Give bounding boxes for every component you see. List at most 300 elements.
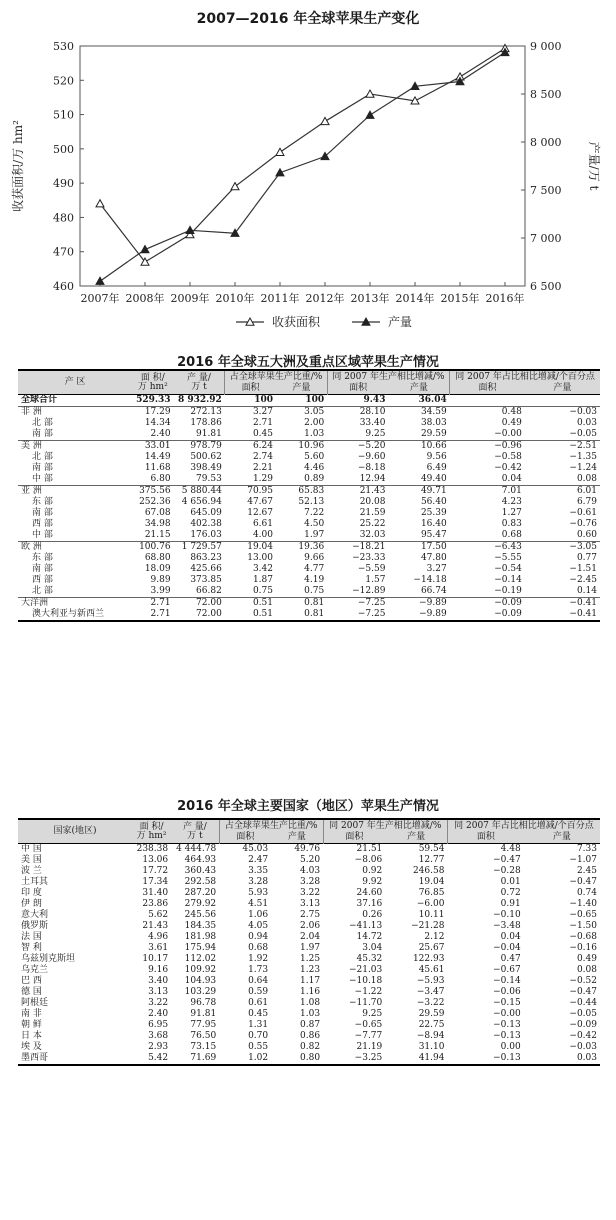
table-row xyxy=(18,564,600,575)
row-value: 0.49 xyxy=(576,954,597,964)
row-value: −5.20 xyxy=(327,441,388,453)
row-value: 95.47 xyxy=(420,530,447,540)
row-value: 5 880.44 xyxy=(174,486,225,498)
series-line-2 xyxy=(100,52,505,281)
row-value: 122.93 xyxy=(412,954,445,964)
row-value: 73.15 xyxy=(190,1042,217,1052)
row-value: −0.14 xyxy=(493,976,521,986)
row-value: 10.17 xyxy=(142,954,169,964)
row-value: 13.06 xyxy=(142,855,169,865)
row-value: −1.24 xyxy=(569,463,597,473)
row-value: 0.47 xyxy=(500,954,521,964)
row-value: −0.76 xyxy=(569,519,597,529)
row-value: −0.06 xyxy=(493,987,521,997)
row-value: −0.00 xyxy=(493,1009,521,1019)
row-value: 21.19 xyxy=(356,1042,383,1052)
row-value: 0.92 xyxy=(362,866,383,876)
row-value: 0.04 xyxy=(501,474,522,484)
row-value: 38.03 xyxy=(420,418,447,428)
row-value: 32.03 xyxy=(359,530,386,540)
left-tick-label: 490 xyxy=(53,177,74,191)
row-value xyxy=(525,395,600,407)
row-value: −2.51 xyxy=(525,441,600,453)
row-value: −3.25 xyxy=(354,1053,383,1063)
row-value: −0.09 xyxy=(450,598,525,610)
row-value: −7.25 xyxy=(357,609,386,619)
row-value: −0.19 xyxy=(494,586,522,596)
row-value: 70.95 xyxy=(225,486,276,498)
x-tick-label: 2008年 xyxy=(125,292,165,305)
row-value: 72.00 xyxy=(174,598,225,610)
row-name: 伊 朗 xyxy=(21,899,42,909)
row-value: 18.09 xyxy=(144,564,171,574)
row-value: 292.58 xyxy=(184,877,217,887)
header-output-line2: 万 t xyxy=(191,381,207,392)
left-tick-label: 480 xyxy=(53,211,74,225)
row-value: 19.04 xyxy=(225,542,276,554)
row-value: 34.98 xyxy=(144,519,171,529)
row-value: 0.00 xyxy=(500,1042,521,1052)
row-value: 24.60 xyxy=(356,888,383,898)
table-row xyxy=(18,899,600,910)
row-value: 66.74 xyxy=(420,586,447,596)
row-name: 美 国 xyxy=(21,855,42,865)
row-value: 1.97 xyxy=(300,943,321,953)
row-value: 6.79 xyxy=(576,497,597,507)
row-value: 71.69 xyxy=(190,1053,217,1063)
row-value: 0.81 xyxy=(304,609,325,619)
table-row xyxy=(18,1031,600,1042)
row-value: −21.03 xyxy=(348,965,383,975)
right-tick-label: 8 000 xyxy=(530,136,562,149)
table-row xyxy=(18,407,600,419)
row-value: 12.77 xyxy=(418,855,445,865)
table-row xyxy=(18,965,600,976)
row-value: 398.49 xyxy=(190,463,222,473)
table2-title: 2016 年全球主要国家（地区）苹果生产情况 xyxy=(177,799,439,814)
row-value: −0.58 xyxy=(494,452,522,462)
header-area-line2: 万 hm² xyxy=(136,830,167,841)
row-value: −3.05 xyxy=(525,542,600,554)
row-value: 2.47 xyxy=(248,855,269,865)
row-value: 4.51 xyxy=(248,899,269,909)
row-value: 360.43 xyxy=(184,866,217,876)
table-row xyxy=(18,586,600,598)
row-value: 67.08 xyxy=(144,508,171,518)
row-value: 59.54 xyxy=(418,844,445,854)
country-table xyxy=(18,818,600,1066)
row-value: 252.36 xyxy=(139,497,171,507)
row-value: 4.48 xyxy=(500,844,521,854)
row-value: −12.89 xyxy=(352,586,386,596)
row-value: 9.25 xyxy=(365,429,386,439)
series-line-1 xyxy=(100,48,505,262)
row-value: 34.59 xyxy=(388,407,449,419)
row-value: 0.51 xyxy=(225,598,276,610)
row-value: 2.06 xyxy=(300,921,321,931)
row-value: 49.40 xyxy=(420,474,447,484)
row-value: 1.02 xyxy=(248,1053,269,1063)
row-name: 巴 西 xyxy=(21,976,42,986)
row-value: 21.51 xyxy=(356,844,383,854)
row-name: 南 非 xyxy=(21,1009,42,1019)
row-value: 6.24 xyxy=(225,441,276,453)
row-value: 72.00 xyxy=(196,609,222,619)
row-value: −0.05 xyxy=(569,1009,597,1019)
row-value: 0.72 xyxy=(500,888,521,898)
row-value: 1.31 xyxy=(248,1020,269,1030)
row-value: 287.20 xyxy=(184,888,217,898)
row-value: −9.89 xyxy=(388,598,449,610)
row-value: 4 656.94 xyxy=(181,497,222,507)
row-value: 402.38 xyxy=(190,519,222,529)
row-value: 375.56 xyxy=(132,486,174,498)
row-name: 西 部 xyxy=(32,575,53,585)
row-value: −0.96 xyxy=(450,441,525,453)
row-value: −0.15 xyxy=(493,998,521,1008)
row-value: 19.36 xyxy=(276,542,327,554)
row-value: 31.40 xyxy=(142,888,169,898)
row-value: 29.59 xyxy=(418,1009,445,1019)
y-axis-label-left: 收获面积/万 hm² xyxy=(11,120,25,212)
row-value: 3.42 xyxy=(252,564,273,574)
row-value: 4.46 xyxy=(304,463,325,473)
series-1-point xyxy=(231,183,239,190)
row-value: 0.75 xyxy=(252,586,273,596)
row-value: 31.10 xyxy=(418,1042,445,1052)
row-name: 俄罗斯 xyxy=(21,921,49,931)
row-value: −0.13 xyxy=(493,1053,521,1063)
row-name: 北 部 xyxy=(32,418,53,428)
header-change: 同 2007 年生产相比增减/% xyxy=(323,819,447,832)
table-row xyxy=(18,395,600,407)
row-value: 56.40 xyxy=(420,497,447,507)
row-value: 184.35 xyxy=(184,921,217,931)
row-value: −0.47 xyxy=(493,855,521,865)
row-value: 96.78 xyxy=(190,998,217,1008)
row-value: 1.97 xyxy=(304,530,325,540)
row-value: 0.59 xyxy=(248,987,269,997)
row-value: 4.19 xyxy=(304,575,325,585)
table-row xyxy=(18,866,600,877)
row-value: 0.68 xyxy=(501,530,522,540)
series-1-point xyxy=(321,117,329,124)
row-value: −3.22 xyxy=(416,998,445,1008)
row-value: 1.73 xyxy=(248,965,269,975)
row-value: 49.76 xyxy=(294,844,321,854)
table-row xyxy=(18,530,600,542)
row-value: 68.80 xyxy=(144,553,171,563)
row-value: 0.51 xyxy=(252,609,273,619)
row-value: −0.65 xyxy=(569,910,597,920)
row-value: 3.99 xyxy=(150,586,171,596)
table-row xyxy=(18,954,600,965)
row-value: 1.25 xyxy=(300,954,321,964)
row-value: 11.68 xyxy=(144,463,171,473)
row-value: 3.27 xyxy=(225,407,276,419)
row-value: 0.26 xyxy=(362,910,383,920)
row-value: 1.16 xyxy=(300,987,321,997)
row-value: 9.92 xyxy=(362,877,383,887)
row-value: 13.00 xyxy=(247,553,273,563)
header-output-line1: 产 量/ xyxy=(182,821,207,832)
row-value: −21.28 xyxy=(411,921,445,931)
row-value: −0.03 xyxy=(525,407,600,419)
row-value: −0.65 xyxy=(354,1020,383,1030)
row-value: 2.21 xyxy=(252,463,273,473)
left-tick-label: 470 xyxy=(53,245,74,259)
row-value: −0.67 xyxy=(493,965,521,975)
row-value: −1.22 xyxy=(354,987,383,997)
x-tick-label: 2015年 xyxy=(440,292,480,305)
row-value: −0.00 xyxy=(494,429,522,439)
row-name: 北 部 xyxy=(32,586,53,596)
row-value: 1.03 xyxy=(300,1009,321,1019)
subheader-area: 面积 xyxy=(323,832,385,844)
header-output xyxy=(171,819,219,844)
row-value: −10.18 xyxy=(348,976,383,986)
row-value: 8 932.92 xyxy=(177,395,222,405)
row-value: 2.12 xyxy=(424,932,445,942)
table-row xyxy=(18,888,600,899)
subheader-output: 产量 xyxy=(388,383,449,395)
row-value: −14.18 xyxy=(413,575,447,585)
row-value: 12.67 xyxy=(247,508,273,518)
row-value: 0.87 xyxy=(300,1020,321,1030)
row-value: −1.50 xyxy=(569,921,597,931)
row-value: 3.28 xyxy=(300,877,321,887)
row-value: 9.16 xyxy=(148,965,169,975)
row-value: −41.13 xyxy=(348,921,383,931)
row-value: −0.03 xyxy=(569,1042,597,1052)
row-value: 0.08 xyxy=(576,965,597,975)
row-value: 3.05 xyxy=(276,407,327,419)
row-value: 3.22 xyxy=(148,998,169,1008)
row-value: 14.72 xyxy=(356,932,383,942)
table-row xyxy=(18,429,600,441)
row-value: −0.09 xyxy=(494,609,522,619)
row-value: 79.53 xyxy=(196,474,222,484)
row-value: −0.14 xyxy=(494,575,522,585)
row-value: 0.01 xyxy=(500,877,521,887)
x-tick-label: 2011年 xyxy=(260,292,300,305)
row-value: −0.09 xyxy=(569,1020,597,1030)
row-name: 美 洲 xyxy=(18,441,132,453)
table-row xyxy=(18,943,600,954)
row-value: 5.20 xyxy=(300,855,321,865)
row-value: 9.43 xyxy=(363,395,386,405)
table-row xyxy=(18,921,600,932)
row-value: 17.72 xyxy=(142,866,169,876)
row-value: 2.04 xyxy=(300,932,321,942)
row-value: −8.06 xyxy=(354,855,383,865)
header-region: 国家(地区) xyxy=(18,819,132,844)
row-value: 5.93 xyxy=(248,888,269,898)
row-value: 21.15 xyxy=(144,530,171,540)
row-value: −0.42 xyxy=(569,1031,597,1041)
row-value: 272.13 xyxy=(174,407,225,419)
row-name: 大洋洲 xyxy=(18,598,132,610)
row-value: 6.49 xyxy=(426,463,447,473)
row-value: −9.60 xyxy=(357,452,386,462)
header-area-line1: 面 积/ xyxy=(139,821,164,832)
row-name: 澳大利亚与新西兰 xyxy=(32,609,105,619)
row-value: 5.62 xyxy=(148,910,169,920)
series-1-point xyxy=(366,90,374,97)
table-row xyxy=(18,932,600,943)
table-row xyxy=(18,598,600,610)
row-value: −0.13 xyxy=(493,1031,521,1041)
subheader-area: 面积 xyxy=(450,383,525,395)
y-axis-label-right: 产量/万 t xyxy=(587,141,601,191)
header-share: 占全球苹果生产比重/% xyxy=(225,370,327,383)
row-value: −0.41 xyxy=(569,609,597,619)
table-row xyxy=(18,877,600,888)
row-value: 3.13 xyxy=(300,899,321,909)
row-value: 45.32 xyxy=(356,954,383,964)
left-tick-label: 530 xyxy=(53,40,74,53)
row-value: 1.06 xyxy=(248,910,269,920)
row-value: 3.40 xyxy=(148,976,169,986)
row-value: 65.83 xyxy=(276,486,327,498)
row-value: −0.47 xyxy=(569,877,597,887)
header-area-line2: 万 hm² xyxy=(137,381,168,392)
row-value: 175.94 xyxy=(184,943,217,953)
row-value: −0.47 xyxy=(569,987,597,997)
row-value: −0.52 xyxy=(569,976,597,986)
header-region: 产 区 xyxy=(18,370,132,395)
left-tick-label: 460 xyxy=(53,280,74,293)
row-value: −0.68 xyxy=(569,932,597,942)
row-name: 意大利 xyxy=(21,910,49,920)
row-value: 0.03 xyxy=(576,1053,597,1063)
row-value: 9.56 xyxy=(426,452,447,462)
row-name: 乌克兰 xyxy=(21,965,49,975)
row-name: 墨西哥 xyxy=(21,1053,49,1063)
row-value: −0.54 xyxy=(494,564,522,574)
row-value: 2.71 xyxy=(252,418,273,428)
series-2-point xyxy=(96,277,104,284)
series-1-point xyxy=(276,148,284,155)
row-value: 0.55 xyxy=(248,1042,269,1052)
row-value: 3.22 xyxy=(300,888,321,898)
row-value: 76.85 xyxy=(418,888,445,898)
row-name: 西 部 xyxy=(32,519,53,529)
row-value: −0.16 xyxy=(569,943,597,953)
row-value: 0.49 xyxy=(501,418,522,428)
row-value: −23.33 xyxy=(352,553,386,563)
right-tick-label: 6 500 xyxy=(530,280,562,293)
header-area xyxy=(132,819,171,844)
row-name: 朝 鲜 xyxy=(21,1020,42,1030)
row-value: −1.35 xyxy=(569,452,597,462)
row-value: 2.71 xyxy=(132,598,174,610)
row-value: −1.40 xyxy=(569,899,597,909)
table-row xyxy=(18,609,600,621)
row-value: 2.71 xyxy=(150,609,171,619)
row-value: 28.10 xyxy=(327,407,388,419)
row-value: 1.23 xyxy=(300,965,321,975)
row-value: 373.85 xyxy=(190,575,222,585)
row-value: 1.08 xyxy=(300,998,321,1008)
row-value: 21.59 xyxy=(359,508,386,518)
row-value: 0.89 xyxy=(304,474,325,484)
row-value: 1.87 xyxy=(252,575,273,585)
row-value: 6.01 xyxy=(525,486,600,498)
series-2-point xyxy=(366,111,374,118)
row-value: 246.58 xyxy=(412,866,445,876)
row-value: −5.59 xyxy=(357,564,386,574)
row-value: 0.94 xyxy=(248,932,269,942)
subheader-area: 面积 xyxy=(219,832,271,844)
row-value: 1.92 xyxy=(248,954,269,964)
row-value: 25.67 xyxy=(418,943,445,953)
row-name: 波 兰 xyxy=(21,866,42,876)
table-row xyxy=(18,474,600,486)
row-value: 21.43 xyxy=(142,921,169,931)
row-value: −0.05 xyxy=(569,429,597,439)
header-output-line1: 产 量/ xyxy=(186,372,211,383)
row-value: 0.48 xyxy=(450,407,525,419)
row-value: 45.61 xyxy=(418,965,445,975)
row-value: 645.09 xyxy=(190,508,222,518)
row-value: 91.81 xyxy=(190,1009,217,1019)
header-share: 占全球苹果生产比重/% xyxy=(219,819,323,832)
continent-table xyxy=(18,369,600,622)
row-value: 863.23 xyxy=(190,553,222,563)
row-value: −8.94 xyxy=(416,1031,445,1041)
row-name: 南 部 xyxy=(32,564,53,574)
row-value: 100 xyxy=(305,395,325,405)
left-tick-label: 520 xyxy=(53,74,74,88)
row-value: 1.29 xyxy=(252,474,273,484)
x-tick-label: 2010年 xyxy=(215,292,255,305)
subheader-output: 产量 xyxy=(276,383,327,395)
row-value: 66.82 xyxy=(196,586,222,596)
row-value: 47.80 xyxy=(420,553,447,563)
row-value: 279.92 xyxy=(184,899,217,909)
row-value: 3.13 xyxy=(148,987,169,997)
left-tick-label: 500 xyxy=(53,142,74,156)
row-value: −0.42 xyxy=(494,463,522,473)
row-name: 非 洲 xyxy=(18,407,132,419)
row-value: 0.82 xyxy=(300,1042,321,1052)
row-value: 103.29 xyxy=(184,987,217,997)
row-value: −9.89 xyxy=(419,609,447,619)
table-row xyxy=(18,1020,600,1031)
row-value: 0.64 xyxy=(248,976,269,986)
row-value: 0.91 xyxy=(500,899,521,909)
row-value: 4 444.78 xyxy=(176,844,217,854)
row-value: 0.14 xyxy=(576,586,597,596)
row-value: 16.40 xyxy=(420,519,447,529)
row-name: 北 部 xyxy=(32,452,53,462)
table-row xyxy=(18,1009,600,1020)
row-value: 10.11 xyxy=(418,910,445,920)
row-name: 中 部 xyxy=(32,530,53,540)
row-value: 109.92 xyxy=(184,965,217,975)
row-value: −6.00 xyxy=(416,899,445,909)
row-name: 土耳其 xyxy=(21,877,49,887)
row-value: 10.96 xyxy=(276,441,327,453)
table-row xyxy=(18,508,600,519)
row-value: 0.08 xyxy=(576,474,597,484)
row-value: 47.67 xyxy=(247,497,273,507)
row-value: 12.94 xyxy=(359,474,386,484)
row-value: 6.80 xyxy=(150,474,171,484)
right-tick-label: 7 500 xyxy=(530,184,562,197)
row-value: 7.22 xyxy=(304,508,325,518)
